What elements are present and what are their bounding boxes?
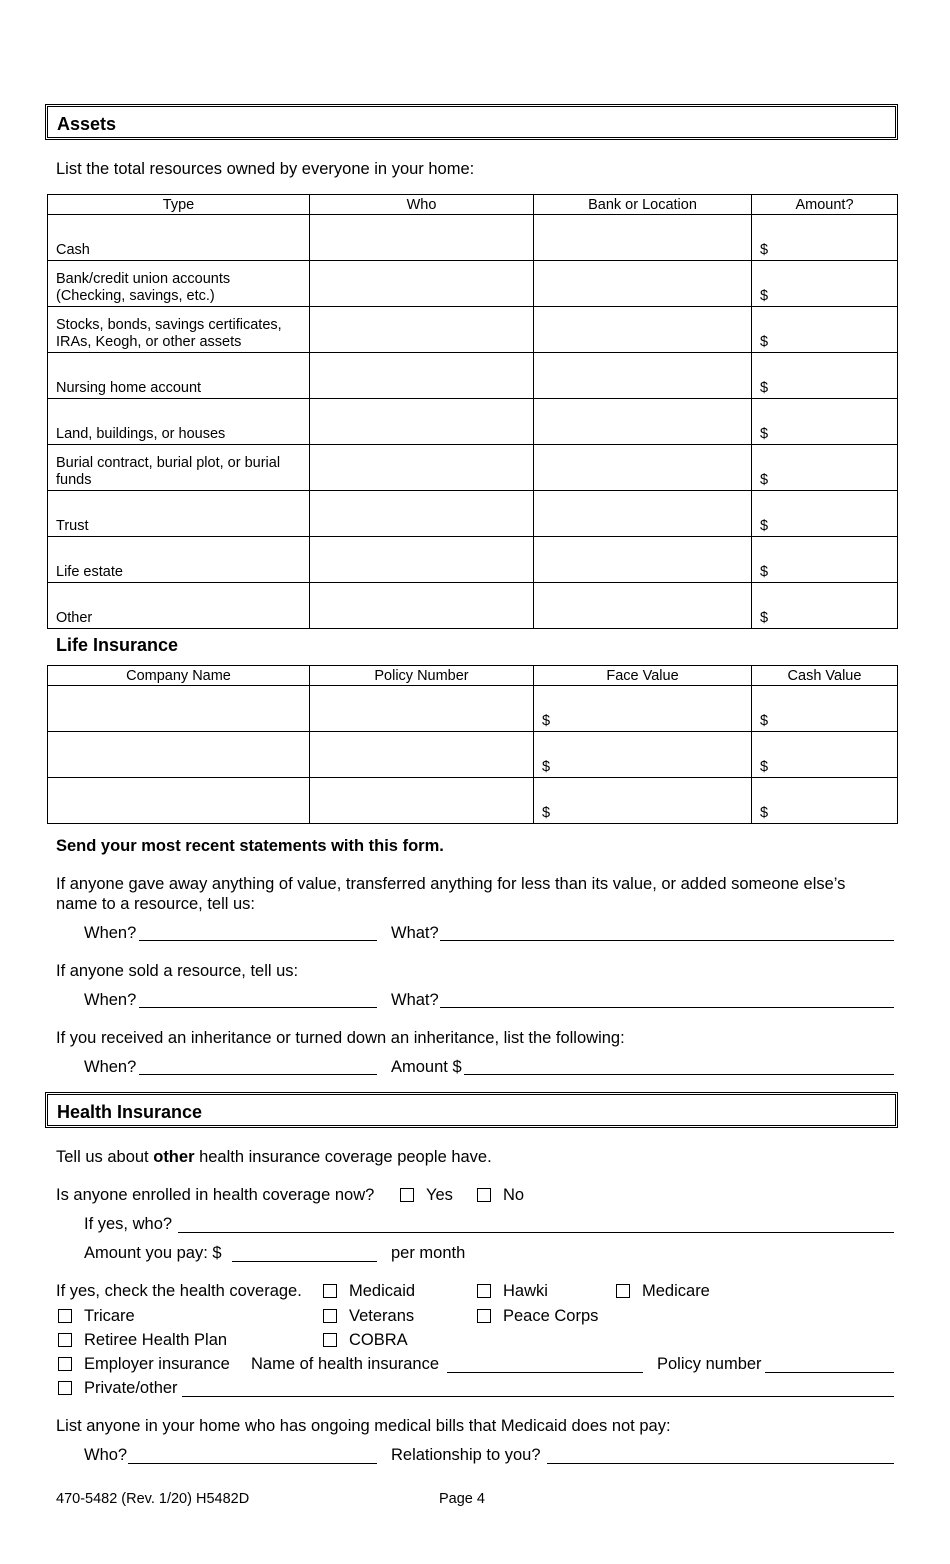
company-name-input[interactable] (48, 732, 310, 778)
medical-bills-who-label: Who? (84, 1446, 128, 1464)
asset-amount-input[interactable]: $ (752, 307, 898, 353)
asset-amount-input[interactable]: $ (752, 215, 898, 261)
enrolled-no-checkbox[interactable] (477, 1188, 491, 1202)
policy-number-input[interactable] (310, 686, 534, 732)
table-row (48, 399, 898, 445)
amount-pay-label: Amount you pay: $ (84, 1244, 222, 1262)
life-insurance-table (47, 665, 898, 824)
veterans-label: Veterans (349, 1307, 415, 1325)
private-label: Private/other (84, 1379, 178, 1397)
relationship-label: Relationship to you? (391, 1446, 541, 1464)
table-row (48, 307, 898, 353)
cobra-label: COBRA (349, 1331, 408, 1349)
cash-value-input[interactable]: $ (752, 686, 898, 732)
transfer-prompt-line1: If anyone gave away anything of value, transferred anything for less than its value, or added someone else’s (56, 875, 846, 893)
assets-table-header-row (48, 195, 898, 215)
medicaid-label: Medicaid (349, 1282, 416, 1300)
asset-amount-input[interactable]: $ (752, 445, 898, 491)
private-field[interactable] (182, 1396, 894, 1397)
who-field[interactable] (178, 1232, 894, 1233)
who-label: If yes, who? (84, 1215, 173, 1233)
col-company-name: Company Name (48, 666, 310, 686)
asset-who-input[interactable] (310, 491, 534, 537)
table-row (48, 353, 898, 399)
sold-what-label: What? (391, 991, 439, 1009)
asset-type-cell: Life estate (48, 537, 310, 583)
hawki-label: Hawki (503, 1282, 548, 1300)
asset-bank-input[interactable] (534, 399, 752, 445)
asset-who-input[interactable] (310, 307, 534, 353)
asset-type-cell: Cash (48, 215, 310, 261)
asset-type-cell: Nursing home account (48, 353, 310, 399)
medicare-checkbox[interactable] (616, 1284, 630, 1298)
assets-section-header (45, 104, 898, 140)
inheritance-when-label: When? (84, 1058, 137, 1076)
asset-type-cell: Stocks, bonds, savings certificates, IRAs, Keogh, or other assets (48, 307, 310, 353)
insurance-name-label: Name of health insurance (251, 1355, 440, 1373)
asset-who-input[interactable] (310, 215, 534, 261)
peace-corps-label: Peace Corps (503, 1307, 599, 1325)
inheritance-amount-label: Amount $ (391, 1058, 462, 1076)
col-cash-value: Cash Value (752, 666, 898, 686)
policy-number-input[interactable] (310, 732, 534, 778)
sold-what-field[interactable] (440, 1007, 894, 1008)
col-amount: Amount? (752, 195, 898, 215)
asset-who-input[interactable] (310, 353, 534, 399)
assets-header-title: Assets (57, 114, 117, 134)
inheritance-prompt: If you received an inheritance or turned down an inheritance, list the following: (56, 1029, 625, 1047)
enrolled-yes-checkbox[interactable] (400, 1188, 414, 1202)
medicare-label: Medicare (642, 1282, 710, 1300)
asset-bank-input[interactable] (534, 583, 752, 629)
asset-amount-input[interactable]: $ (752, 399, 898, 445)
asset-bank-input[interactable] (534, 445, 752, 491)
transfer-when-field[interactable] (139, 940, 377, 941)
coverage-prompt: If yes, check the health coverage. (56, 1282, 302, 1300)
asset-amount-input[interactable]: $ (752, 537, 898, 583)
asset-amount-input[interactable]: $ (752, 491, 898, 537)
relationship-field[interactable] (547, 1463, 894, 1464)
inheritance-amount-field[interactable] (464, 1074, 894, 1075)
form-id: 470-5482 (Rev. 1/20) H5482D (56, 1491, 250, 1507)
hawki-checkbox[interactable] (477, 1284, 491, 1298)
cash-value-input[interactable]: $ (752, 778, 898, 824)
asset-amount-input[interactable]: $ (752, 261, 898, 307)
asset-who-input[interactable] (310, 537, 534, 583)
asset-type-cell: Land, buildings, or houses (48, 399, 310, 445)
table-row (48, 261, 898, 307)
asset-type-cell: Burial contract, burial plot, or burial funds (48, 445, 310, 491)
tricare-label: Tricare (84, 1307, 135, 1325)
policy-number-label: Policy number (657, 1355, 762, 1373)
peace-corps-checkbox[interactable] (477, 1309, 491, 1323)
page-number: Page 4 (439, 1491, 485, 1507)
asset-bank-input[interactable] (534, 261, 752, 307)
table-row (48, 732, 898, 778)
company-name-input[interactable] (48, 686, 310, 732)
health-insurance-header-title: Health Insurance (57, 1102, 203, 1122)
face-value-input[interactable]: $ (534, 686, 752, 732)
face-value-input[interactable]: $ (534, 732, 752, 778)
asset-who-input[interactable] (310, 399, 534, 445)
medical-bills-who-field[interactable] (128, 1463, 377, 1464)
transfer-when-label: When? (84, 924, 137, 942)
asset-type-cell: Other (48, 583, 310, 629)
cash-value-input[interactable]: $ (752, 732, 898, 778)
asset-bank-input[interactable] (534, 353, 752, 399)
asset-type-cell: Trust (48, 491, 310, 537)
asset-who-input[interactable] (310, 445, 534, 491)
asset-bank-input[interactable] (534, 491, 752, 537)
sold-when-label: When? (84, 991, 137, 1009)
transfer-what-field[interactable] (440, 940, 894, 941)
sold-prompt: If anyone sold a resource, tell us: (56, 962, 299, 980)
medicaid-checkbox[interactable] (323, 1284, 337, 1298)
col-face-value: Face Value (534, 666, 752, 686)
table-row (48, 583, 898, 629)
col-bank-location: Bank or Location (534, 195, 752, 215)
table-row (48, 537, 898, 583)
asset-who-input[interactable] (310, 261, 534, 307)
retiree-checkbox[interactable] (58, 1333, 72, 1347)
transfer-prompt-line2: name to a resource, tell us: (56, 895, 256, 913)
asset-bank-input[interactable] (534, 537, 752, 583)
employer-checkbox[interactable] (58, 1357, 72, 1371)
table-row (48, 491, 898, 537)
asset-bank-input[interactable] (534, 215, 752, 261)
sold-when-field[interactable] (139, 1007, 377, 1008)
policy-number-field[interactable] (765, 1372, 894, 1373)
table-row (48, 215, 898, 261)
enrolled-no-label: No (503, 1186, 525, 1204)
company-name-input[interactable] (48, 778, 310, 824)
asset-amount-input[interactable]: $ (752, 583, 898, 629)
statements-note: Send your most recent statements with this form. (56, 837, 444, 855)
asset-type-cell: Bank/credit union accounts (Checking, savings, etc.) (48, 261, 310, 307)
asset-bank-input[interactable] (534, 307, 752, 353)
tricare-checkbox[interactable] (58, 1309, 72, 1323)
col-type: Type (48, 195, 310, 215)
face-value-input[interactable]: $ (534, 778, 752, 824)
retiree-label: Retiree Health Plan (84, 1331, 228, 1349)
employer-label: Employer insurance (84, 1355, 230, 1373)
col-who: Who (310, 195, 534, 215)
enrolled-question: Is anyone enrolled in health coverage now? (56, 1186, 375, 1204)
cobra-checkbox[interactable] (323, 1333, 337, 1347)
asset-amount-input[interactable]: $ (752, 353, 898, 399)
life-insurance-header-row (48, 666, 898, 686)
insurance-name-field[interactable] (447, 1372, 643, 1373)
table-row (48, 686, 898, 732)
col-policy-number: Policy Number (310, 666, 534, 686)
asset-who-input[interactable] (310, 583, 534, 629)
table-row (48, 778, 898, 824)
inheritance-when-field[interactable] (139, 1074, 377, 1075)
life-insurance-title: Life Insurance (56, 635, 179, 655)
assets-table (47, 194, 898, 629)
assets-intro: List the total resources owned by everyone in your home: (56, 160, 475, 178)
health-intro: Tell us about other health insurance coverage people have. (56, 1148, 492, 1166)
enrolled-yes-label: Yes (426, 1186, 453, 1204)
veterans-checkbox[interactable] (323, 1309, 337, 1323)
per-month-label: per month (391, 1244, 466, 1262)
medical-bills-prompt: List anyone in your home who has ongoing medical bills that Medicaid does not pay: (56, 1417, 671, 1435)
private-checkbox[interactable] (58, 1381, 72, 1395)
policy-number-input[interactable] (310, 778, 534, 824)
transfer-what-label: What? (391, 924, 439, 942)
table-row (48, 445, 898, 491)
health-insurance-section-header (45, 1092, 898, 1128)
amount-pay-field[interactable] (232, 1261, 377, 1262)
